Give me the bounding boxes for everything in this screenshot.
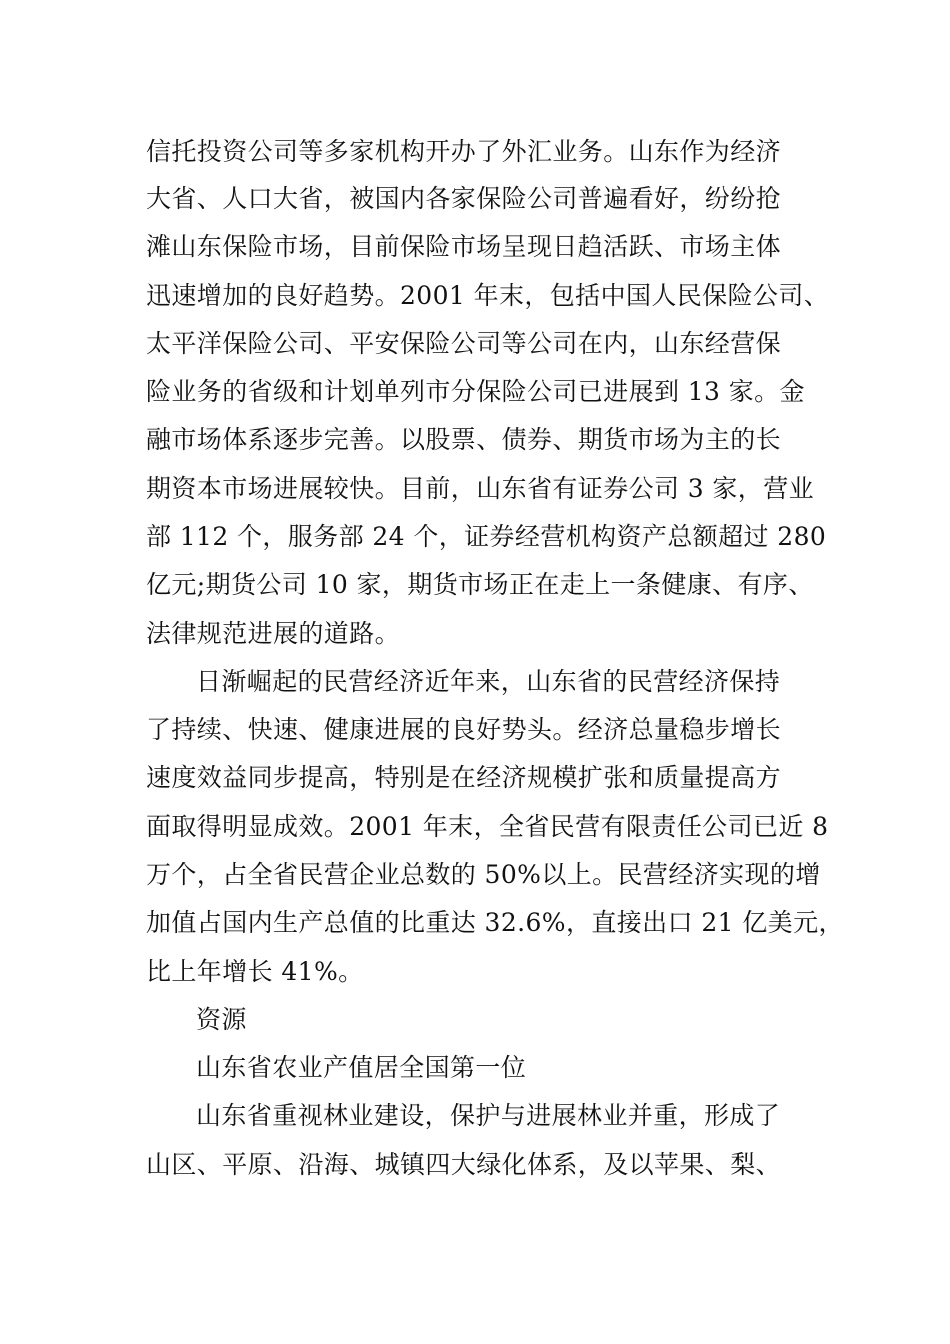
section-subheading: 山东省农业产值居全国第一位: [196, 1053, 527, 1082]
text-line: 比上年增长 41%。: [146, 957, 364, 986]
text-line: 大省、人口大省，被国内各家保险公司普遍看好，纷纷抢: [146, 184, 782, 213]
text-line: 山区、平原、沿海、城镇四大绿化体系，及以苹果、梨、: [146, 1150, 782, 1179]
text-line: 融市场体系逐步完善。以股票、债券、期货市场为主的长: [146, 425, 782, 454]
text-line: 法律规范进展的道路。: [146, 619, 401, 648]
text-line: 期资本市场进展较快。目前，山东省有证券公司 3 家，营业: [146, 474, 815, 503]
text-line: 险业务的省级和计划单列市分保险公司已进展到 13 家。金: [146, 377, 805, 406]
text-line: 速度效益同步提高，特别是在经济规模扩张和质量提高方: [146, 763, 782, 792]
text-line: 部 112 个，服务部 24 个，证券经营机构资产总额超过 280: [146, 522, 827, 551]
text-line: 太平洋保险公司、平安保险公司等公司在内，山东经营保: [146, 329, 782, 358]
text-line: 加值占国内生产总值的比重达 32.6%，直接出口 21 亿美元，: [146, 908, 844, 937]
text-line: 亿元;期货公司 10 家，期货市场正在走上一条健康、有序、: [146, 570, 814, 599]
text-line: 迅速增加的良好趋势。2001 年末，包括中国人民保险公司、: [146, 281, 830, 310]
text-line: 信托投资公司等多家机构开办了外汇业务。山东作为经济: [146, 137, 782, 166]
text-line: 了持续、快速、健康进展的良好势头。经济总量稳步增长: [146, 715, 782, 744]
paragraph-first-line: 日渐崛起的民营经济近年来，山东省的民营经济保持: [196, 667, 781, 696]
paragraph-first-line: 山东省重视林业建设，保护与进展林业并重，形成了: [196, 1101, 781, 1130]
text-line: 面取得明显成效。2001 年末，全省民营有限责任公司已近 8: [146, 812, 829, 841]
section-heading: 资源: [196, 1005, 247, 1034]
text-line: 滩山东保险市场，目前保险市场呈现日趋活跃、市场主体: [146, 232, 782, 261]
text-line: 万个，占全省民营企业总数的 50%以上。民营经济实现的增: [146, 860, 821, 889]
